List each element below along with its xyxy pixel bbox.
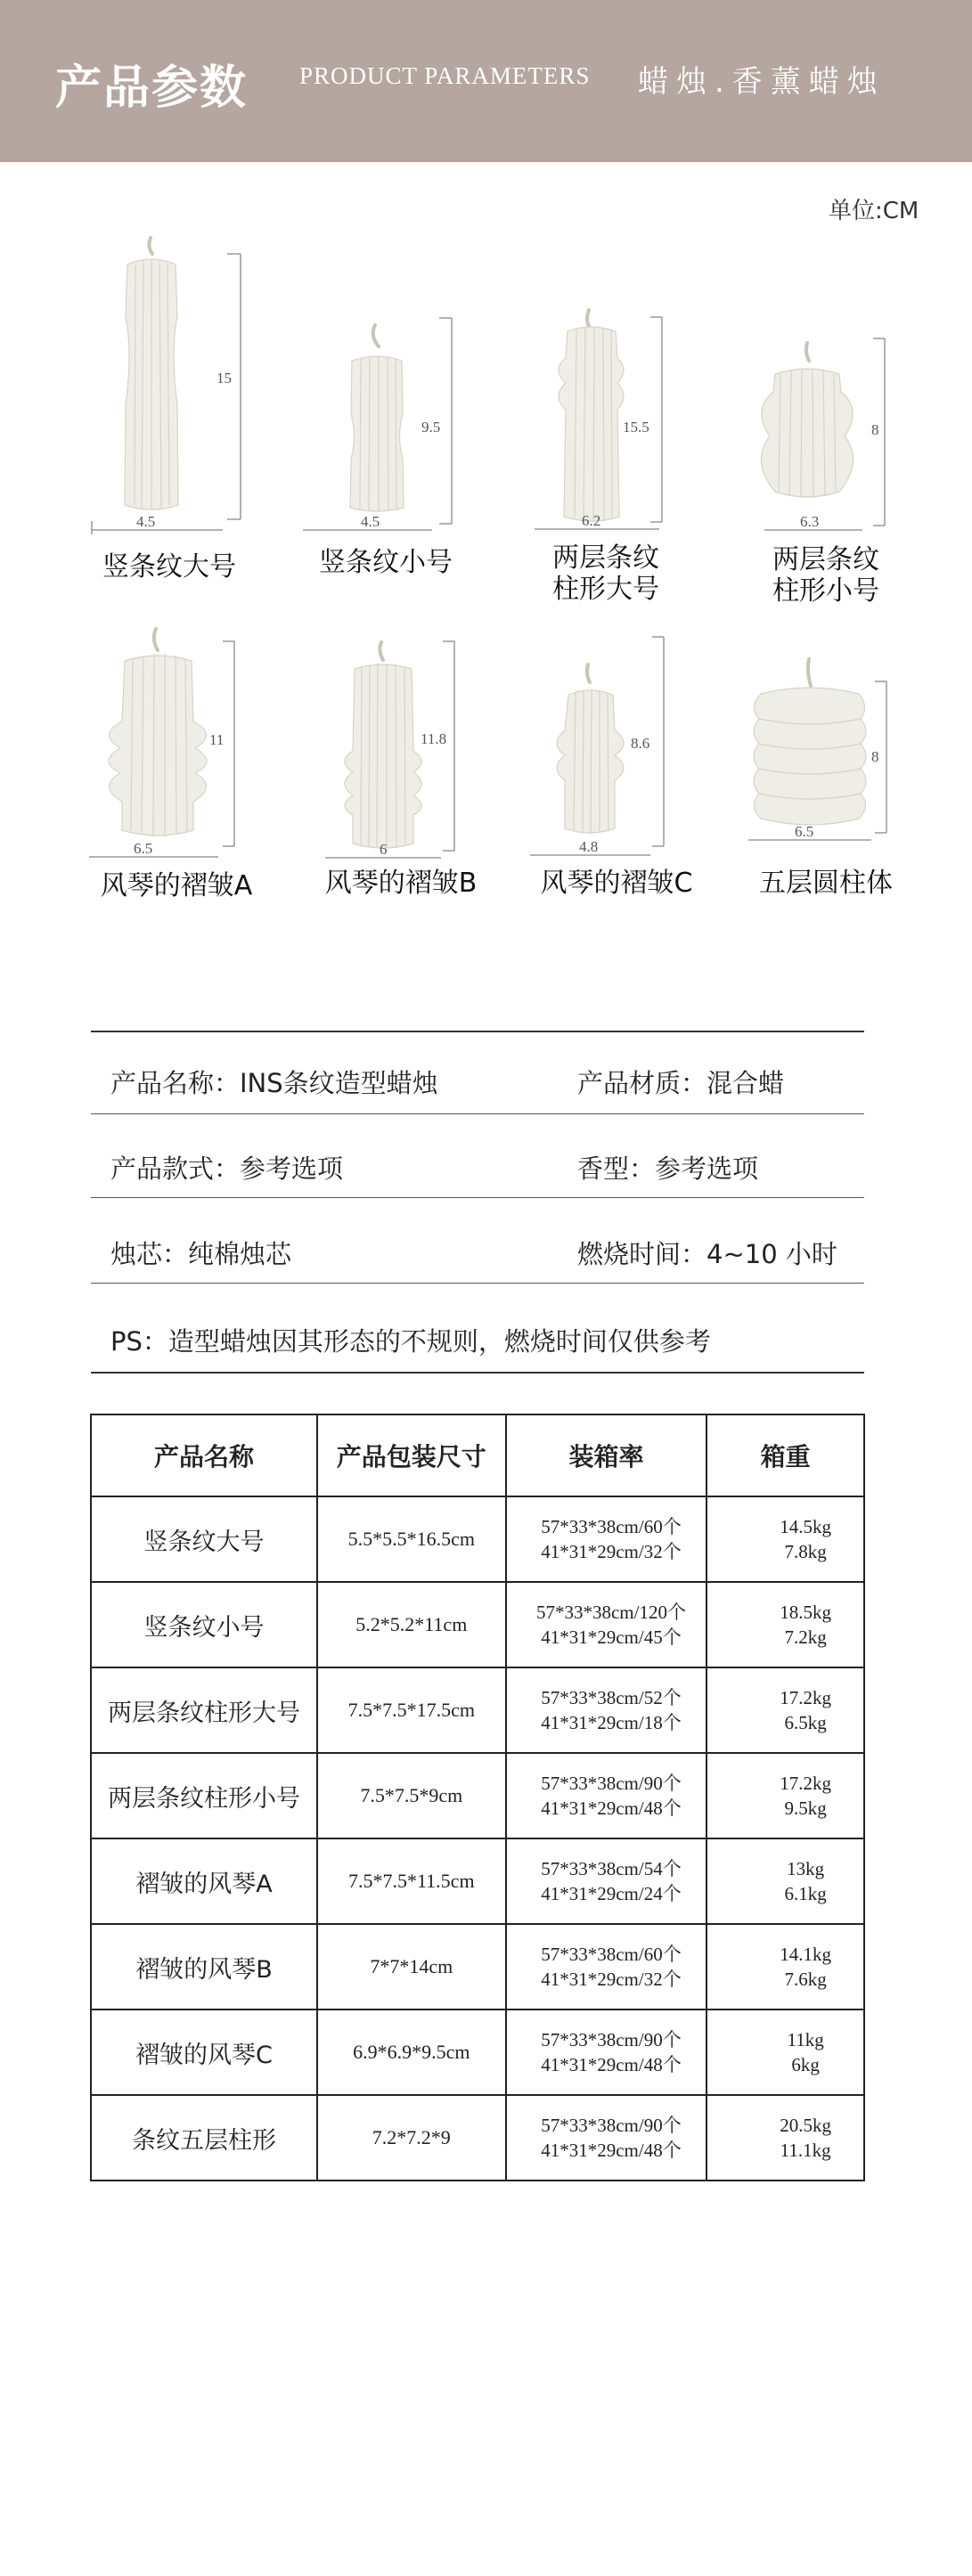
divider xyxy=(91,1031,864,1032)
candle-body xyxy=(345,664,421,848)
table-row xyxy=(91,2009,864,2095)
height-label: 15 xyxy=(216,370,232,387)
table-row xyxy=(91,1753,864,1838)
info-scent: 香型：参考选项 xyxy=(577,1153,759,1184)
info-product-name: 产品名称：INS条纹造型蜡烛 xyxy=(110,1068,438,1098)
height-label: 9.5 xyxy=(421,419,441,436)
width-label: 4.8 xyxy=(579,838,599,855)
spec-table xyxy=(90,1414,865,2181)
candle-figure-3 xyxy=(530,303,708,536)
cell-name: 竖条纹大号 xyxy=(91,1496,317,1582)
table-row xyxy=(91,1667,864,1753)
width-label: 4.5 xyxy=(136,513,156,530)
candle-figure-1 xyxy=(85,227,263,539)
product-name-1: 竖条纹大号 xyxy=(102,551,236,583)
candle-figure-2 xyxy=(298,316,477,539)
info-material: 产品材质：混合蜡 xyxy=(577,1068,785,1098)
wick xyxy=(373,325,379,346)
cell-name: 褶皱的风琴C xyxy=(91,2009,317,2095)
cell-size: 5.5*5.5*16.5cm xyxy=(317,1496,506,1582)
cell-size: 6.9*6.9*9.5cm xyxy=(317,2009,506,2095)
cell-pack: 57*33*38cm/52个 41*31*29cm/18个 xyxy=(506,1667,707,1753)
height-label: 8.6 xyxy=(631,735,650,752)
cell-weight: 11kg 6kg xyxy=(707,2009,864,2095)
unit-label: 单位:CM xyxy=(829,198,919,224)
column-header: 箱重 xyxy=(707,1414,864,1496)
candle-body xyxy=(559,327,624,521)
width-label: 6.5 xyxy=(134,840,153,857)
height-label: 8 xyxy=(871,421,879,438)
candle-figure-4 xyxy=(739,338,918,539)
product-name-5: 风琴的褶皱A xyxy=(100,870,253,901)
width-label: 6.5 xyxy=(795,823,814,840)
width-label: 6.3 xyxy=(800,513,820,530)
height-label: 8 xyxy=(871,748,879,765)
cell-pack: 57*33*38cm/120个 41*31*29cm/45个 xyxy=(506,1582,707,1667)
cell-weight: 17.2kg 9.5kg xyxy=(707,1753,864,1838)
column-header: 产品包装尺寸 xyxy=(317,1414,506,1496)
candle-body xyxy=(761,369,853,497)
cell-weight: 20.5kg 11.1kg xyxy=(707,2095,864,2181)
divider xyxy=(91,1372,864,1374)
cell-weight: 14.1kg 7.6kg xyxy=(707,1924,864,2009)
cell-name: 两层条纹柱形小号 xyxy=(91,1753,317,1838)
wick xyxy=(380,642,383,660)
cell-size: 5.2*5.2*11cm xyxy=(317,1582,506,1667)
cell-name: 两层条纹柱形大号 xyxy=(91,1667,317,1753)
wick xyxy=(149,238,152,254)
cell-name: 褶皱的风琴A xyxy=(91,1838,317,1924)
table-row xyxy=(91,1496,864,1582)
candle-body xyxy=(109,656,207,836)
product-name-2: 竖条纹小号 xyxy=(319,547,453,578)
divider xyxy=(91,1283,864,1284)
candle-figure-5 xyxy=(85,624,272,864)
column-header: 产品名称 xyxy=(91,1414,317,1496)
table-row xyxy=(91,1838,864,1924)
cell-weight: 13kg 6.1kg xyxy=(707,1838,864,1924)
cell-name: 条纹五层柱形 xyxy=(91,2095,317,2181)
cell-pack: 57*33*38cm/90个 41*31*29cm/48个 xyxy=(506,1753,707,1838)
wick xyxy=(587,664,590,682)
info-wick: 烛芯：纯棉烛芯 xyxy=(110,1239,292,1269)
page-subtitle: 蜡烛.香薰蜡烛 xyxy=(638,64,886,100)
wick xyxy=(154,629,158,650)
cell-pack: 57*33*38cm/60个 41*31*29cm/32个 xyxy=(506,1496,707,1582)
product-name-7: 风琴的褶皱C xyxy=(540,868,693,899)
cell-pack: 57*33*38cm/90个 41*31*29cm/48个 xyxy=(506,2009,707,2095)
cell-name: 褶皱的风琴B xyxy=(91,1924,317,2009)
product-name-3: 两层条纹 柱形大号 xyxy=(552,542,659,605)
width-label: 6 xyxy=(380,841,388,858)
page-title: 产品参数 xyxy=(55,61,249,115)
table-row xyxy=(91,2095,864,2181)
cell-weight: 14.5kg 7.8kg xyxy=(707,1496,864,1582)
info-burn-time: 燃烧时间：4~10 小时 xyxy=(577,1239,837,1269)
product-name-4: 两层条纹 柱形小号 xyxy=(772,544,879,607)
height-label: 11 xyxy=(209,731,225,748)
cell-weight: 18.5kg 7.2kg xyxy=(707,1582,864,1667)
product-name-8: 五层圆柱体 xyxy=(759,868,893,899)
candle-figure-8 xyxy=(739,655,918,864)
height-label: 11.8 xyxy=(421,730,447,747)
cell-pack: 57*33*38cm/54个 41*31*29cm/24个 xyxy=(506,1838,707,1924)
table-header-row xyxy=(91,1414,864,1496)
candle-figure-7 xyxy=(526,632,704,864)
height-label: 15.5 xyxy=(623,419,649,436)
wick xyxy=(806,343,809,361)
cell-size: 7.2*7.2*9 xyxy=(317,2095,506,2181)
cell-weight: 17.2kg 6.5kg xyxy=(707,1667,864,1753)
divider xyxy=(91,1197,864,1198)
info-ps-note: PS：造型蜡烛因其形态的不规则，燃烧时间仅供参考 xyxy=(110,1326,711,1357)
cell-size: 7*7*14cm xyxy=(317,1924,506,2009)
header-banner xyxy=(0,0,972,162)
cell-pack: 57*33*38cm/60个 41*31*29cm/32个 xyxy=(506,1924,707,2009)
width-label: 4.5 xyxy=(361,513,380,530)
cell-size: 7.5*7.5*11.5cm xyxy=(317,1838,506,1924)
divider xyxy=(91,1113,864,1114)
product-name-6: 风琴的褶皱B xyxy=(324,868,478,899)
wick xyxy=(808,659,811,686)
width-label: 6.2 xyxy=(582,512,601,529)
page-title-english: PRODUCT PARAMETERS xyxy=(299,62,591,89)
info-style: 产品款式：参考选项 xyxy=(110,1153,344,1184)
cell-name: 竖条纹小号 xyxy=(91,1582,317,1667)
candle-figure-6 xyxy=(312,637,490,864)
cell-size: 7.5*7.5*9cm xyxy=(317,1753,506,1838)
candle-body xyxy=(754,688,866,825)
cell-size: 7.5*7.5*17.5cm xyxy=(317,1667,506,1753)
candle-body xyxy=(557,690,624,833)
table-row xyxy=(91,1924,864,2009)
table-row xyxy=(91,1582,864,1667)
column-header: 装箱率 xyxy=(506,1414,707,1496)
cell-pack: 57*33*38cm/90个 41*31*29cm/48个 xyxy=(506,2095,707,2181)
